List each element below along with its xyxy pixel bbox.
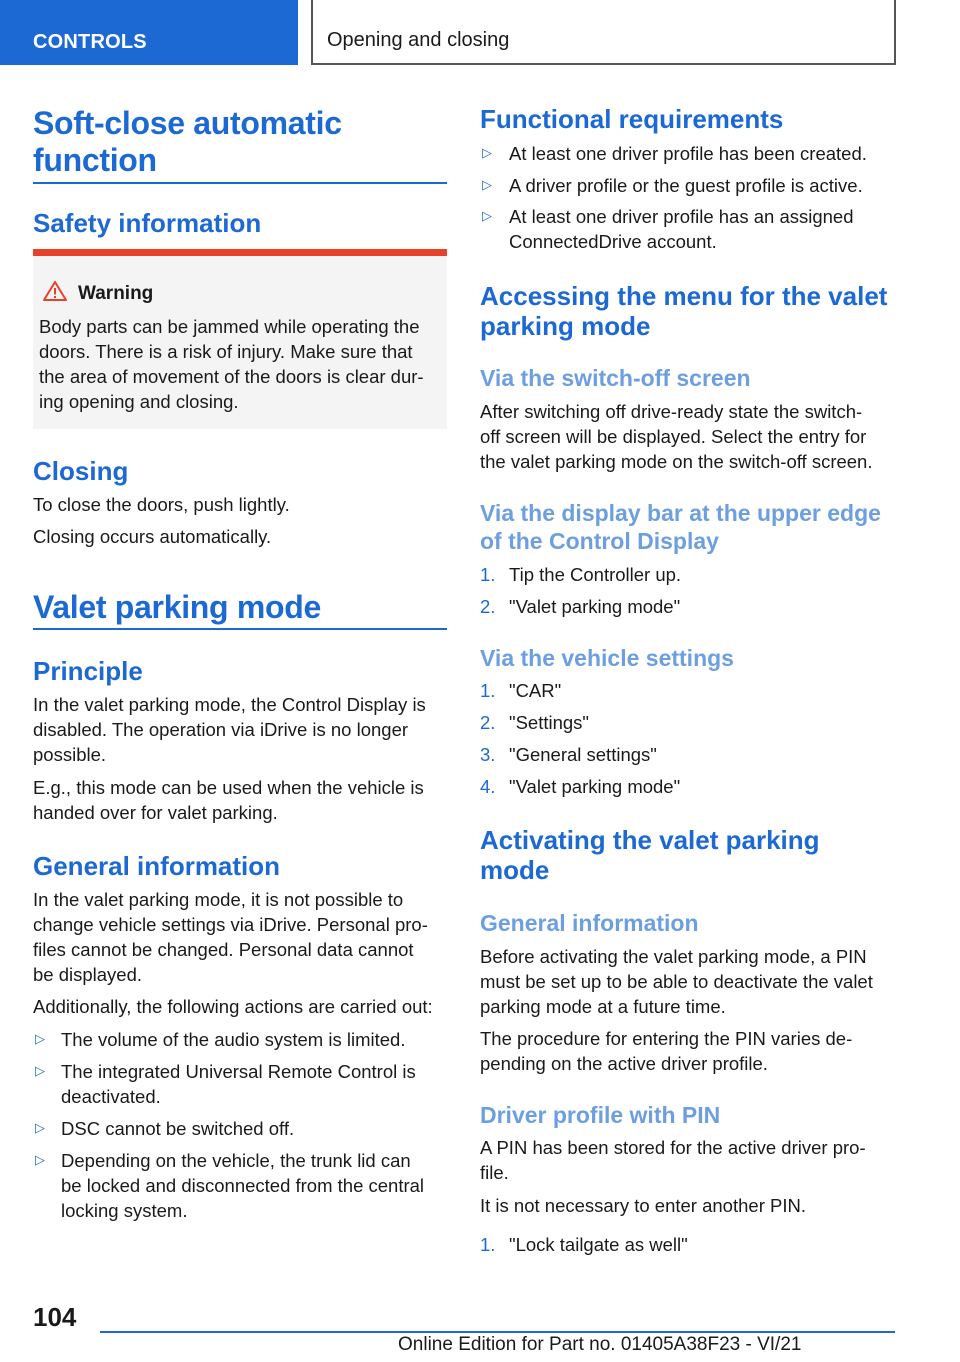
text-line: deactivated.: [61, 1086, 161, 1107]
step-number: 2.: [480, 596, 496, 617]
step-number: 1.: [480, 1234, 496, 1255]
valet-rule: [33, 628, 447, 630]
principle-text: [33, 692, 426, 767]
general-text: [33, 887, 428, 987]
text-line: the valet parking mode on the switch-off screen.: [480, 451, 873, 472]
title-line: mode: [480, 855, 550, 885]
text-line: change vehicle settings via iDrive. Personal pro-: [33, 914, 428, 935]
general-title: General information: [33, 851, 281, 881]
triangle-right-icon: ▷: [482, 145, 492, 160]
additionally-text: Additionally, the following actions are carried out:: [33, 996, 433, 1017]
list-item: [61, 1027, 405, 1052]
title-line: parking mode: [480, 311, 651, 341]
triangle-right-icon: ▷: [482, 177, 492, 192]
text-line: off screen will be displayed. Select the entry for: [480, 426, 867, 447]
text-line: The procedure for entering the PIN varies de-: [480, 1028, 853, 1049]
pin-title: Driver profile with PIN: [480, 1102, 721, 1128]
title-line: Via the display bar at the upper edge: [480, 500, 881, 526]
text-line: files cannot be changed. Personal data cannot: [33, 939, 414, 960]
triangle-right-icon: ▷: [35, 1063, 45, 1078]
text-line: handed over for valet parking.: [33, 802, 278, 823]
closing-text: Closing occurs automatically.: [33, 526, 272, 547]
page-number: 104: [33, 1302, 77, 1332]
text-line: pending on the active driver profile.: [480, 1053, 768, 1074]
warning-line: doors. There is a risk of injury. Make sure that: [39, 341, 413, 362]
triangle-right-icon: ▷: [482, 208, 492, 223]
text-line: be locked and disconnected from the central: [61, 1175, 425, 1196]
text-line: file.: [480, 1162, 509, 1183]
vehicle-settings-title: Via the vehicle settings: [480, 645, 734, 671]
list-item: [509, 173, 863, 198]
not-necessary-text: It is not necessary to enter another PIN.: [480, 1195, 806, 1216]
text-line: parking mode at a future time.: [480, 996, 726, 1017]
text-line: be displayed.: [33, 964, 143, 985]
triangle-right-icon: ▷: [35, 1120, 45, 1135]
title-line: function: [33, 142, 157, 178]
step-number: 2.: [480, 712, 496, 733]
step-number: 1.: [480, 680, 496, 701]
title-line: of the Control Display: [480, 528, 719, 554]
step-item: "General settings": [509, 744, 657, 765]
gen-info-title: General information: [480, 910, 699, 936]
access-title: [480, 281, 887, 341]
pin-text: [480, 1135, 866, 1185]
footer-rule: [100, 1331, 895, 1333]
triangle-right-icon: ▷: [35, 1152, 45, 1167]
title-line: Accessing the menu for the valet: [480, 281, 888, 311]
list-item: [61, 1148, 424, 1223]
text-line: In the valet parking mode, it is not possible to: [33, 889, 404, 910]
principle-title: Principle: [33, 656, 143, 686]
list-item: [509, 204, 854, 254]
text-line: Before activating the valet parking mode, a PIN: [480, 946, 867, 967]
displaybar-title: [480, 499, 881, 555]
text-line: At least one driver profile has an assigned: [509, 206, 854, 227]
title-line: Activating the valet parking: [480, 825, 820, 855]
warning-line: Body parts can be jammed while operating the: [39, 316, 420, 337]
closing-title: Closing: [33, 456, 129, 486]
step-item: "Valet parking mode": [509, 776, 681, 797]
warning-text: [39, 314, 441, 414]
switchoff-text: [480, 399, 872, 474]
safety-title: Safety information: [33, 208, 262, 238]
warning-label: Warning: [78, 283, 154, 304]
text-line: Depending on the vehicle, the trunk lid can: [61, 1150, 411, 1171]
topic-tab: [311, 0, 896, 65]
section-label: CONTROLS: [33, 31, 147, 53]
example-text: [33, 775, 424, 825]
valet-title: Valet parking mode: [33, 589, 322, 625]
step-item: "CAR": [509, 680, 562, 701]
warning-triangle-icon: [43, 281, 67, 301]
step-number: 3.: [480, 744, 496, 765]
warning-line: the area of movement of the doors is clear dur-: [39, 366, 424, 387]
text-line: must be set up to be able to deactivate the valet: [480, 971, 873, 992]
list-item: [61, 1059, 416, 1109]
edition-text: Online Edition for Part no. 01405A38F23 - VI/21: [398, 1334, 802, 1355]
list-item: [61, 1116, 294, 1141]
softclose-title: [33, 105, 342, 179]
step-number: 4.: [480, 776, 496, 797]
list-item: [509, 141, 867, 166]
procedure-text: [480, 1026, 852, 1076]
step-number: 1.: [480, 564, 496, 585]
text-line: disabled. The operation via iDrive is no longer: [33, 719, 409, 740]
text-line: possible.: [33, 744, 107, 765]
text-line: A PIN has been stored for the active driver pro-: [480, 1137, 866, 1158]
text-line: locking system.: [61, 1200, 188, 1221]
text-line: The integrated Universal Remote Control is: [61, 1061, 416, 1082]
switchoff-title: Via the switch-off screen: [480, 365, 751, 391]
step-item: Tip the Controller up.: [509, 564, 682, 585]
text-line: A driver profile or the guest profile is active.: [509, 175, 863, 196]
warning-box: [33, 249, 447, 429]
step-item: "Settings": [509, 712, 589, 733]
step-item: "Valet parking mode": [509, 596, 681, 617]
step-item: "Lock tailgate as well": [509, 1234, 688, 1255]
text-line: ConnectedDrive account.: [509, 231, 717, 252]
gen-info-text: [480, 944, 873, 1019]
text-line: E.g., this mode can be used when the vehicle is: [33, 777, 424, 798]
func-title: Functional requirements: [480, 104, 784, 134]
activating-title: [480, 825, 820, 885]
text-line: In the valet parking mode, the Control Display is: [33, 694, 426, 715]
topic-label: Opening and closing: [327, 29, 510, 51]
text-line: The volume of the audio system is limited.: [61, 1029, 406, 1050]
warning-line: ing opening and closing.: [39, 391, 239, 412]
text-line: At least one driver profile has been created.: [509, 143, 867, 164]
section-tab: [0, 0, 298, 65]
text-line: DSC cannot be switched off.: [61, 1118, 295, 1139]
closing-text: To close the doors, push lightly.: [33, 494, 290, 515]
title-line: Soft-close automatic: [33, 105, 342, 141]
text-line: After switching off drive-ready state the switch-: [480, 401, 863, 422]
title-rule: [33, 182, 447, 184]
triangle-right-icon: ▷: [35, 1031, 45, 1046]
